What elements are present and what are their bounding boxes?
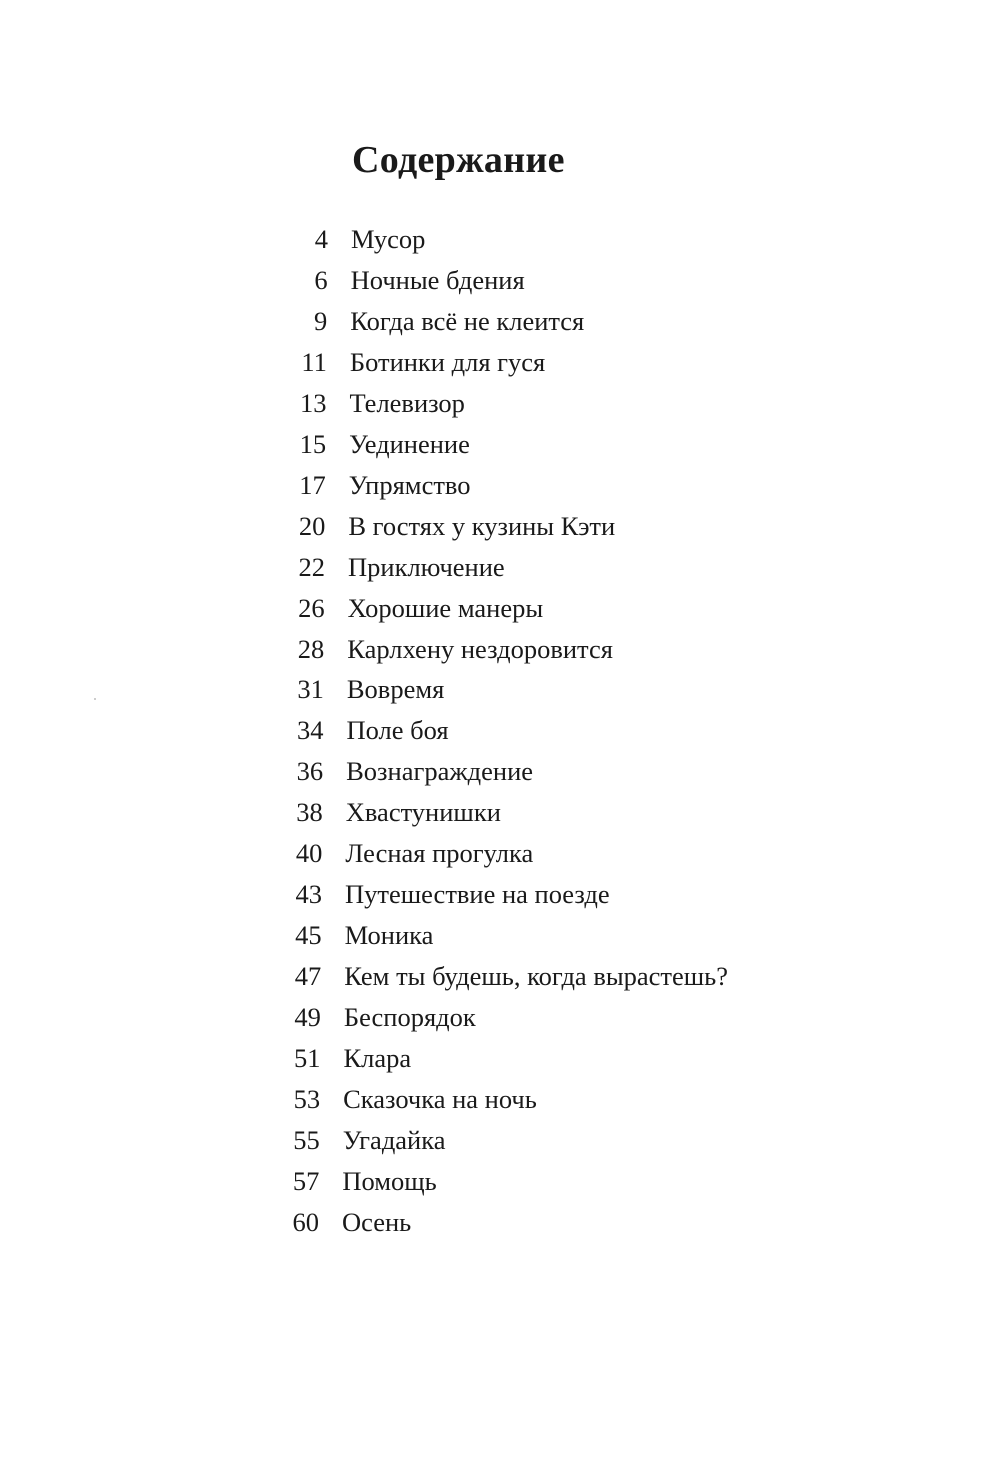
toc-page-number: 26 xyxy=(298,592,325,623)
toc-entry-title: Приключение xyxy=(348,551,505,582)
toc-page-number: 40 xyxy=(295,838,323,869)
toc-entry-title: Сказочка на ночь xyxy=(343,1084,537,1115)
toc-entry xyxy=(0,792,1000,833)
toc-entry xyxy=(0,1038,1000,1079)
toc-entry xyxy=(0,588,1000,629)
toc-entry-title: Беспорядок xyxy=(343,1002,476,1033)
page-title: Содержание xyxy=(352,139,565,181)
toc-page-number: 4 xyxy=(314,224,328,254)
toc-entry-title: Уединение xyxy=(349,428,470,459)
toc-entry-title: Путешествие на поезде xyxy=(345,879,610,910)
toc-entry-title: Телевизор xyxy=(349,387,465,418)
toc-entry xyxy=(0,751,1000,792)
toc-entry-title: Кем ты будешь, когда вырастешь? xyxy=(344,961,729,992)
toc-page-number: 38 xyxy=(296,797,323,828)
toc-page-number: 6 xyxy=(314,264,328,295)
toc-entry xyxy=(0,874,1000,915)
toc-page-number: 22 xyxy=(298,551,325,582)
table-of-contents xyxy=(0,219,1000,1243)
toc-page-number: 34 xyxy=(297,715,324,746)
toc-entry xyxy=(0,1120,1000,1161)
toc-entry-title: Когда всё не клеится xyxy=(350,305,585,336)
toc-page-number: 17 xyxy=(299,469,326,500)
toc-page-number: 60 xyxy=(292,1206,319,1237)
toc-page-number: 53 xyxy=(293,1084,321,1115)
toc-page-number: 55 xyxy=(293,1124,320,1155)
toc-entry xyxy=(0,260,1000,301)
toc-entry xyxy=(0,956,1000,997)
toc-page-number: 36 xyxy=(296,756,324,787)
toc-entry-title: Лесная прогулка xyxy=(345,838,534,869)
toc-entry-title: Вовремя xyxy=(346,674,445,705)
toc-entry xyxy=(0,669,1000,710)
toc-page-number: 9 xyxy=(314,305,328,336)
toc-entry xyxy=(0,1079,1000,1120)
toc-entry-title: Упрямство xyxy=(348,469,471,500)
toc-entry xyxy=(0,424,1000,465)
toc-entry-title: Ночные бдения xyxy=(350,264,525,295)
toc-page-number: 45 xyxy=(295,920,322,951)
toc-entry xyxy=(0,915,1000,956)
toc-entry xyxy=(0,383,1000,424)
toc-entry xyxy=(0,997,1000,1038)
toc-entry xyxy=(0,833,1000,874)
toc-entry-title: Угадайка xyxy=(342,1124,446,1155)
toc-entry xyxy=(0,342,1000,383)
toc-entry xyxy=(0,629,1000,670)
toc-entry-title: Мусор xyxy=(351,224,426,254)
toc-entry-title: Вознаграждение xyxy=(346,756,534,787)
toc-page-number: 28 xyxy=(297,633,325,664)
toc-entry-title: Ботинки для гуся xyxy=(349,346,546,377)
toc-page-number: 20 xyxy=(298,510,326,541)
toc-entry-title: Хорошие манеры xyxy=(347,592,544,623)
toc-page-number: 11 xyxy=(301,346,327,377)
toc-page-number: 43 xyxy=(295,879,322,910)
toc-entry xyxy=(0,506,1000,547)
toc-entry xyxy=(0,547,1000,588)
toc-entry-title: Моника xyxy=(344,920,434,951)
toc-entry-title: Осень xyxy=(342,1206,412,1237)
toc-entry xyxy=(0,1202,1000,1243)
toc-entry-title: Помощь xyxy=(342,1165,437,1196)
toc-page-number: 15 xyxy=(299,428,327,459)
toc-entry-title: Клара xyxy=(343,1043,412,1074)
toc-entry-title: В гостях у кузины Кэти xyxy=(348,510,616,541)
toc-entry xyxy=(0,1161,1000,1202)
paper-speck xyxy=(94,698,96,700)
toc-page-number: 31 xyxy=(297,674,324,705)
toc-entry xyxy=(0,710,1000,751)
toc-page-number: 57 xyxy=(292,1165,320,1196)
toc-entry-title: Хвастунишки xyxy=(345,797,501,828)
toc-page-number: 47 xyxy=(294,961,322,992)
toc-entry xyxy=(0,219,1000,260)
toc-entry xyxy=(0,465,1000,506)
toc-entry-title: Карлхену нездоровится xyxy=(347,633,613,664)
toc-page-number: 49 xyxy=(294,1002,321,1033)
toc-entry-title: Поле боя xyxy=(346,715,449,746)
toc-entry xyxy=(0,301,1000,342)
toc-page-number: 13 xyxy=(300,387,327,418)
toc-page-number: 51 xyxy=(294,1043,321,1074)
